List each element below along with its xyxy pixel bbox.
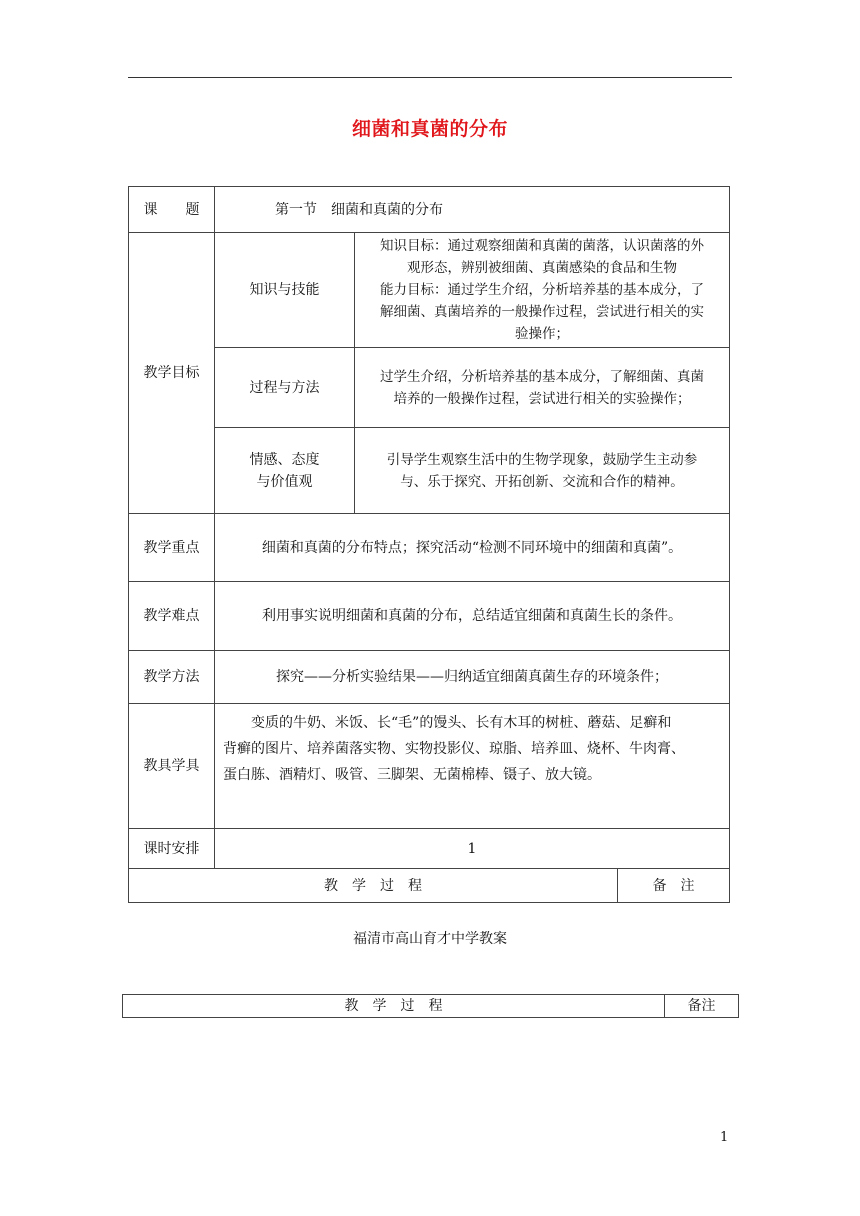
goal-knowledge-label: 知识与技能 bbox=[215, 233, 355, 348]
text-line: 知识目标：通过观察细菌和真菌的菌落，认识菌落的外 bbox=[380, 238, 704, 254]
goal-process-text bbox=[355, 348, 730, 428]
materials-label: 教具学具 bbox=[129, 704, 215, 829]
notes-header: 备 注 bbox=[618, 869, 730, 903]
key-points-text: 细菌和真菌的分布特点；探究活动“检测不同环境中的细菌和真菌”。 bbox=[215, 514, 730, 582]
text-line: 背癣的图片、培养菌落实物、实物投影仪、琼脂、培养皿、烧杯、牛肉膏、 bbox=[223, 741, 685, 757]
document-title: 细菌和真菌的分布 bbox=[351, 118, 508, 140]
goal-emotion-label bbox=[215, 428, 355, 514]
header-rule bbox=[128, 77, 732, 78]
text-line: 解细菌、真菌培养的一般操作过程，尝试进行相关的实 bbox=[380, 304, 704, 320]
text-line: 引导学生观察生活中的生物学现象，鼓励学生主动参 bbox=[386, 451, 698, 468]
topic-label: 课 题 bbox=[129, 187, 215, 233]
text-line: 情感、态度 bbox=[249, 451, 320, 468]
topic-value: 第一节 细菌和真菌的分布 bbox=[215, 187, 730, 233]
difficulties-label: 教学难点 bbox=[129, 582, 215, 651]
text-line: 观形态，辨别被细菌、真菌感染的食品和生物 bbox=[407, 260, 677, 276]
difficulties-text: 利用事实说明细菌和真菌的分布，总结适宜细菌和真菌生长的条件。 bbox=[215, 582, 730, 651]
notes-header: 备注 bbox=[665, 995, 739, 1018]
hours-label: 课时安排 bbox=[129, 829, 215, 869]
text-line: 与、乐于探究、开拓创新、交流和合作的精神。 bbox=[400, 473, 684, 490]
text-line: 与价值观 bbox=[256, 473, 313, 490]
methods-label: 教学方法 bbox=[129, 651, 215, 704]
methods-text: 探究——分析实验结果——归纳适宜细菌真菌生存的环境条件； bbox=[215, 651, 730, 704]
school-footer: 福清市高山育才中学教案 bbox=[353, 931, 507, 947]
process-table bbox=[122, 994, 739, 1018]
goals-label: 教学目标 bbox=[129, 233, 215, 514]
process-header: 教 学 过 程 bbox=[129, 869, 618, 903]
text-line: 能力目标：通过学生介绍，分析培养基的基本成分，了 bbox=[380, 282, 704, 298]
goal-process-label: 过程与方法 bbox=[215, 348, 355, 428]
lesson-plan-table bbox=[128, 186, 730, 903]
key-points-label: 教学重点 bbox=[129, 514, 215, 582]
text-line: 培养的一般操作过程，尝试进行相关的实验操作； bbox=[393, 390, 691, 407]
hours-value: 1 bbox=[215, 829, 730, 869]
page-number: 1 bbox=[720, 1130, 729, 1145]
text-line: 蛋白胨、酒精灯、吸管、三脚架、无菌棉棒、镊子、放大镜。 bbox=[223, 767, 601, 783]
text-line: 变质的牛奶、米饭、长“毛”的馒头、长有木耳的树桩、蘑菇、足癣和 bbox=[251, 715, 672, 731]
text-line: 验操作； bbox=[515, 326, 569, 342]
goal-knowledge-text bbox=[355, 233, 730, 348]
text-line: 过学生介绍，分析培养基的基本成分，了解细菌、真菌 bbox=[380, 368, 704, 385]
materials-text bbox=[215, 704, 730, 829]
goal-emotion-text bbox=[355, 428, 730, 514]
process-header: 教 学 过 程 bbox=[123, 995, 665, 1018]
